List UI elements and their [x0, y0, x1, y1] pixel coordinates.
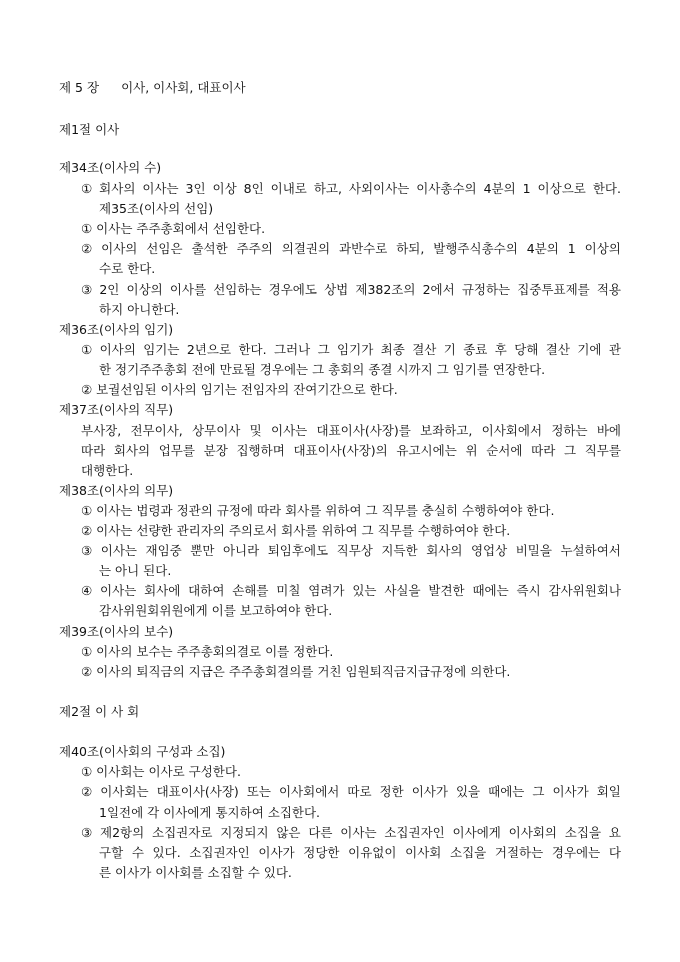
- article-38-para-4-cont: 감사위원회위원에게 이를 보고하여야 한다.: [99, 603, 333, 618]
- article-35-para-2-cont: 수로 한다.: [99, 261, 156, 276]
- article-40-para-2-cont: 1일전에 각 이사에게 통지하여 소집한다.: [99, 805, 321, 820]
- chapter-number: 제 5 장: [59, 80, 100, 95]
- article-37-line-1: 부사장, 전무이사, 상무이사 및 이사는 대표이사(사장)를 보좌하고, 이사회에서 정하는 바에: [81, 423, 621, 438]
- article-34-heading: 제34조(이사의 수): [59, 160, 162, 175]
- article-39-heading: 제39조(이사의 보수): [59, 624, 174, 639]
- article-38-para-4: ④ 이사는 회사에 대하여 손해를 미칠 염려가 있는 사실을 발견한 때에는 즉시 감사위원회나: [81, 583, 621, 598]
- article-36-para-1: ① 이사의 임기는 2년으로 한다. 그러나 그 임기가 최종 결산 기 종료 후 당해 결산 기에 관: [81, 342, 621, 357]
- article-40-heading: 제40조(이사회의 구성과 소집): [59, 744, 226, 759]
- article-37-line-2: 따라 회사의 업무를 분장 집행하며 대표이사(사장)의 유고시에는 위 순서에 따라 그 직무를: [81, 443, 621, 458]
- article-36-heading: 제36조(이사의 임기): [59, 322, 174, 337]
- article-40-para-3: ③ 제2항의 소집권자로 지정되지 않은 다른 이사는 소집권자인 이사에게 이사회의 소집을 요: [81, 825, 621, 840]
- article-35-para-1: ① 이사는 주주총회에서 선임한다.: [81, 221, 266, 236]
- article-38-para-3: ③ 이사는 재임중 뿐만 아니라 퇴임후에도 직무상 지득한 회사의 영업상 비밀을 누설하여서: [81, 543, 621, 558]
- article-36-para-2: ② 보궐선임된 이사의 임기는 전임자의 잔여기간으로 한다.: [81, 382, 398, 397]
- chapter-heading: [59, 80, 246, 96]
- article-34-para-1: ① 회사의 이사는 3인 이상 8인 이내로 하고, 사외이사는 이사총수의 4분의 1 이상으로 한다.: [81, 181, 621, 196]
- article-37-line-3: 대행한다.: [81, 463, 134, 478]
- chapter-title: 이사, 이사회, 대표이사: [121, 80, 246, 95]
- article-36-para-1-cont: 한 정기주주총회 전에 만료될 경우에는 그 총회의 종결 시까지 그 임기를 연장한다.: [99, 362, 546, 377]
- article-40-para-1: ① 이사회는 이사로 구성한다.: [81, 764, 241, 779]
- article-40-para-3-cont-1: 구할 수 있다. 소집권자인 이사가 정당한 이유없이 이사회 소집을 거절하는 경우에는 다: [99, 845, 621, 860]
- article-37-heading: 제37조(이사의 직무): [59, 402, 174, 417]
- article-38-para-2: ② 이사는 선량한 관리자의 주의로서 회사를 위하여 그 직무를 수행하여야 한다.: [81, 523, 511, 538]
- article-35-para-2: ② 이사의 선임은 출석한 주주의 의결권의 과반수로 하되, 발행주식총수의 4분의 1 이상의: [81, 241, 621, 256]
- article-38-para-1: ① 이사는 법령과 정관의 규정에 따라 회사를 위하여 그 직무를 충실히 수행하여야 한다.: [81, 503, 555, 518]
- section-heading-2: 제2절 이 사 회: [59, 704, 140, 719]
- article-35-para-3-cont: 하지 아니한다.: [99, 302, 180, 317]
- article-38-heading: 제38조(이사의 의무): [59, 483, 174, 498]
- section-heading-1: 제1절 이사: [59, 122, 120, 137]
- article-39-para-2: ② 이사의 퇴직금의 지급은 주주총회결의를 거친 임원퇴직금지급규정에 의한다.: [81, 664, 511, 679]
- article-40-para-3-cont-2: 른 이사가 이사회를 소집할 수 있다.: [99, 865, 292, 880]
- article-38-para-3-cont: 는 아니 된다.: [99, 563, 172, 578]
- article-40-para-2: ② 이사회는 대표이사(사장) 또는 이사회에서 따로 정한 이사가 있을 때에는 그 이사가 회일: [81, 784, 621, 799]
- article-35-heading: 제35조(이사의 선임): [99, 201, 214, 216]
- article-39-para-1: ① 이사의 보수는 주주총회의결로 이를 정한다.: [81, 644, 334, 659]
- article-35-para-3: ③ 2인 이상의 이사를 선임하는 경우에도 상법 제382조의 2에서 규정하는 집중투표제를 적용: [81, 282, 621, 297]
